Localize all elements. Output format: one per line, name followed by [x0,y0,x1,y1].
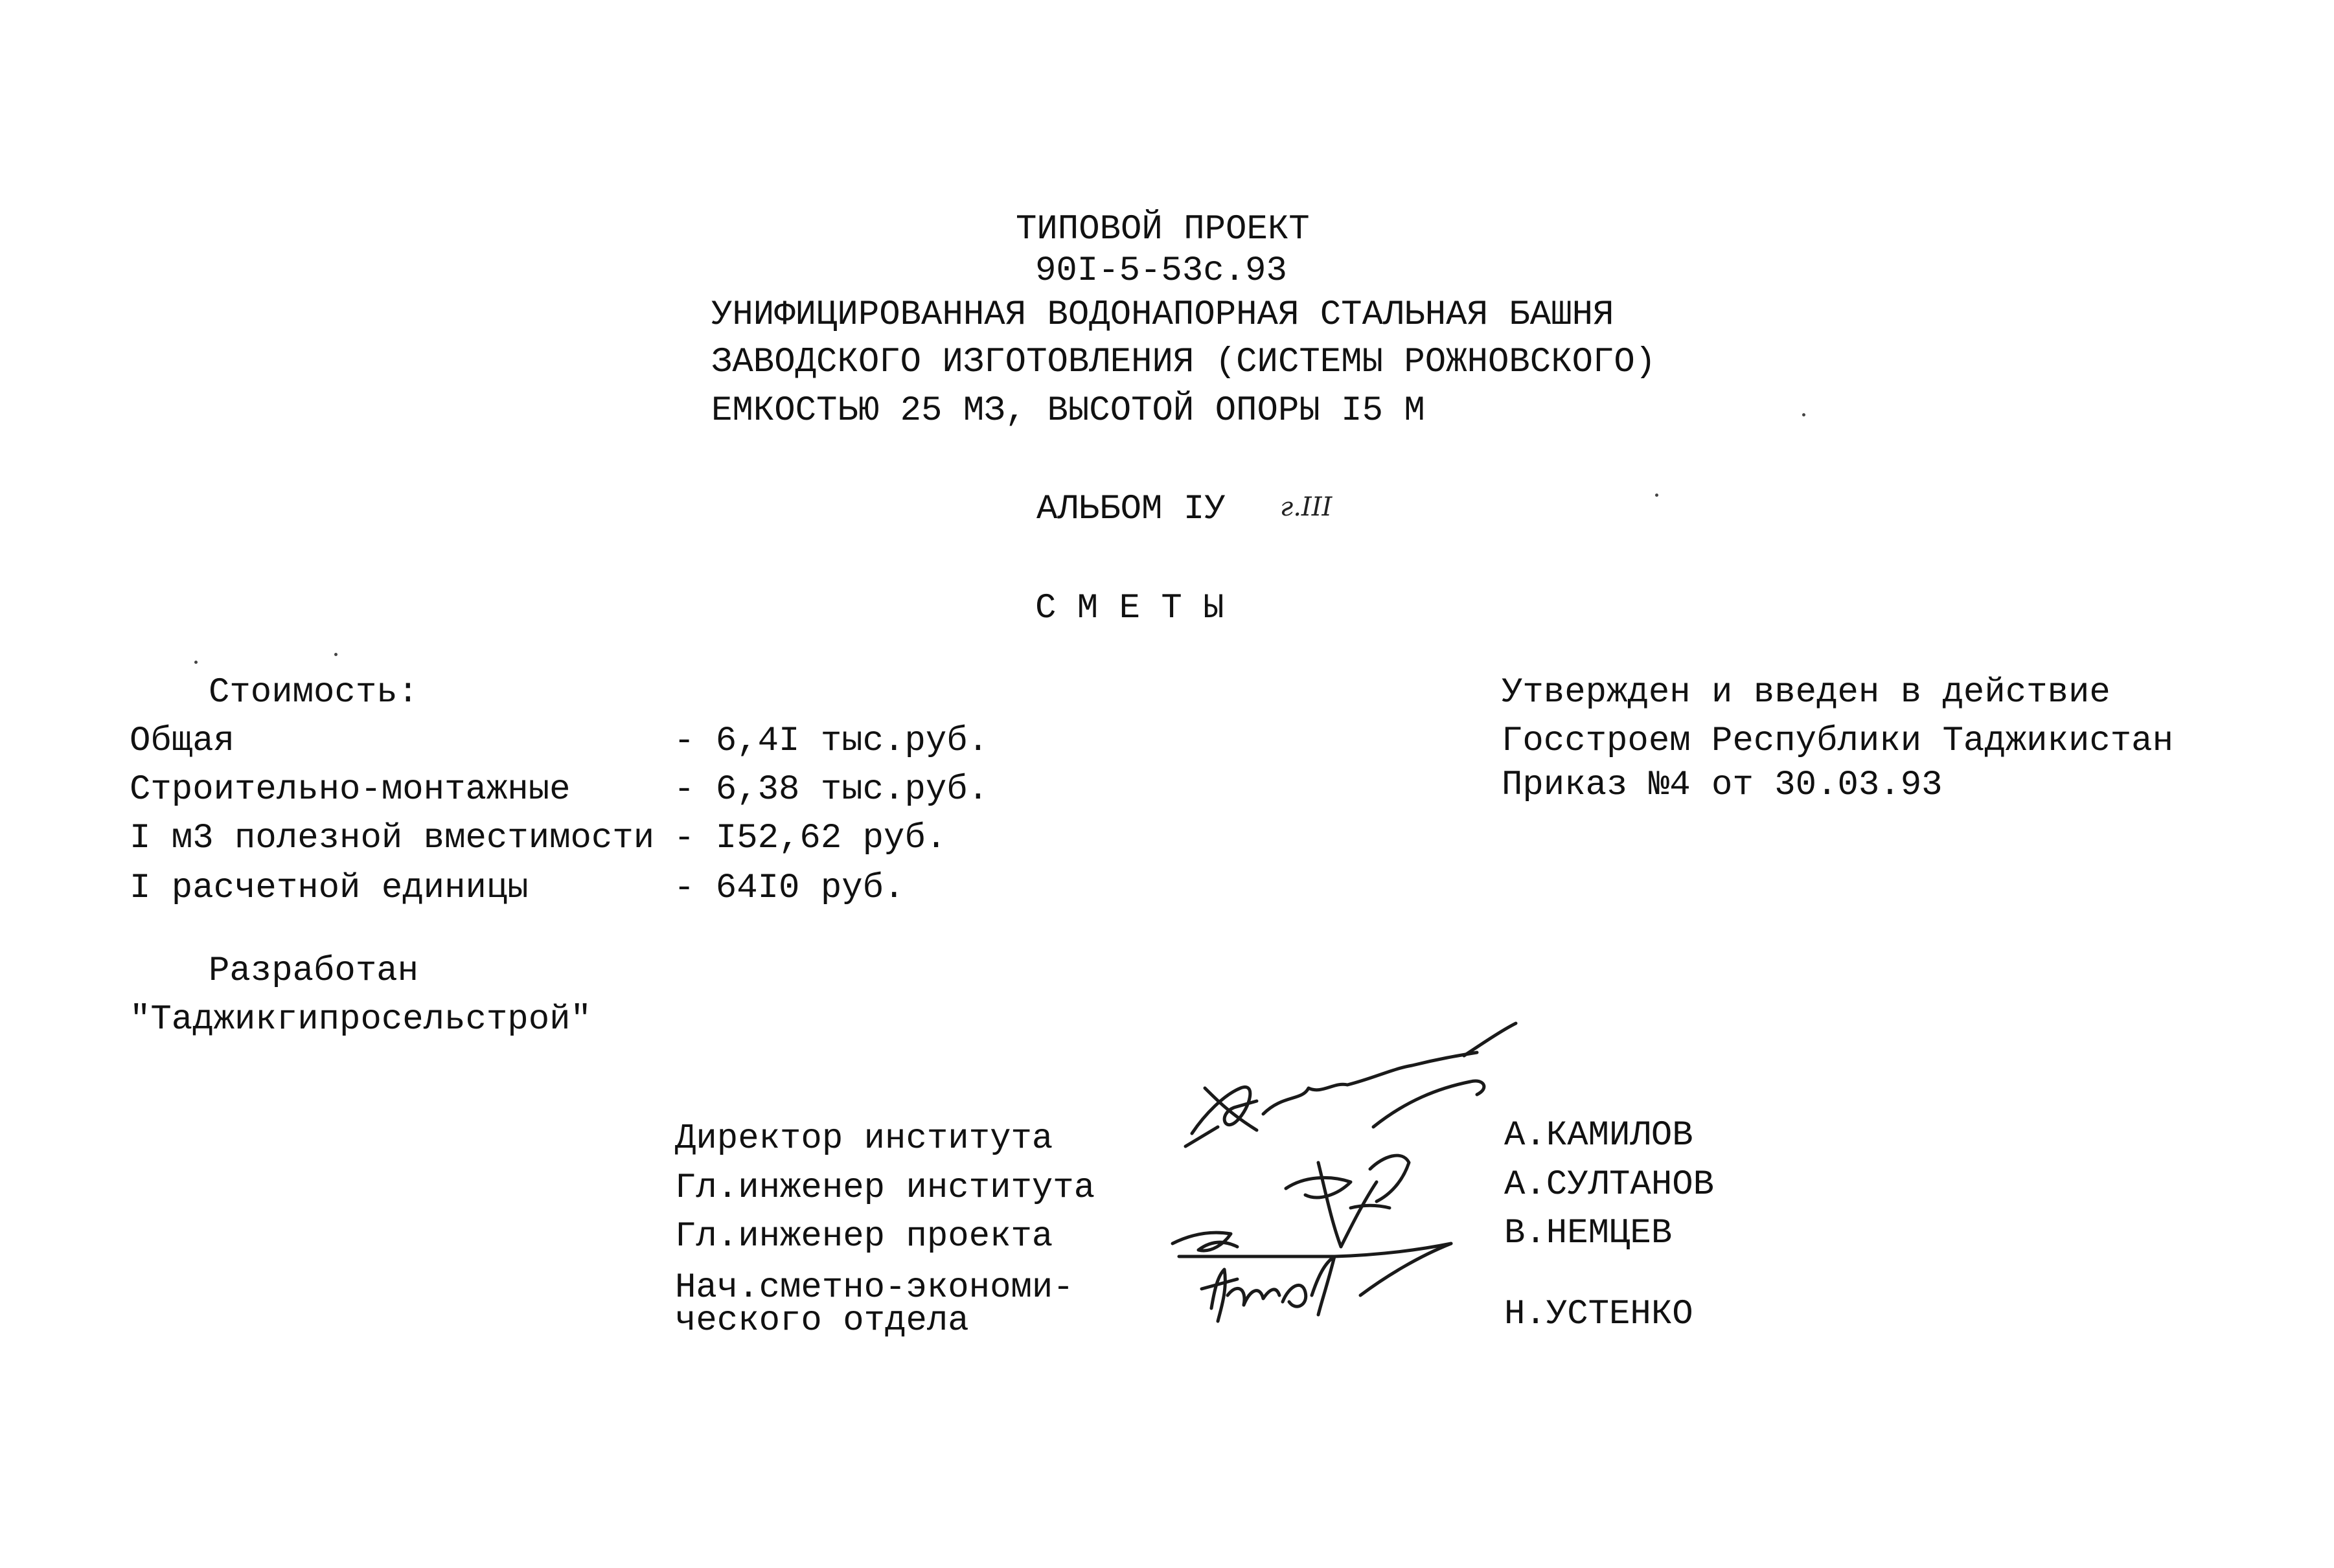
cost-value-per-unit: - 64I0 руб. [674,869,905,908]
scan-speck [334,653,338,656]
signature-estimate-head [1198,1250,1367,1334]
cost-label-total: Общая [130,722,235,761]
cost-value-per-m3: - I52,62 руб. [674,819,947,858]
signatory-position-director: Директор института [675,1119,1053,1159]
project-title-line-2: ЗАВОДСКОГО ИЗГОТОВЛЕНИЯ (СИСТЕМЫ РОЖНОВСКОГО) [711,343,1656,382]
scan-speck [194,661,198,664]
signature-director [1179,1017,1542,1159]
signatory-position-estimate-head-line-2: ческого отдела [675,1301,969,1341]
project-title-line-3: ЕМКОСТЬЮ 25 МЗ, ВЫСОТОЙ ОПОРЫ I5 М [711,391,1425,431]
album-handwritten-note: г.III [1280,492,1333,522]
cost-label-construction: Строительно-монтажные [130,770,571,810]
signatory-name-estimate-head: Н.УСТЕНКО [1504,1295,1693,1334]
cost-value-total: - 6,4I тыс.руб. [674,722,989,761]
signatory-position-estimate-head-line-1: Нач.сметно-экономи- [675,1268,1074,1308]
signatory-name-chief-engineer-institute: А.СУЛТАНОВ [1504,1165,1715,1205]
cost-label-per-m3: I м3 полезной вместимости [130,819,655,858]
album-number: АЛЬБОМ IУ [1036,490,1226,529]
cost-heading: Стоимость: [209,673,419,712]
signatory-position-chief-engineer-institute: Гл.инженер института [675,1168,1095,1208]
developer-label: Разработан [209,951,419,991]
developer-org: "Таджикгипросельстрой" [130,1000,591,1040]
signatory-position-chief-engineer-project: Гл.инженер проекта [675,1217,1053,1256]
approval-line-3: Приказ №4 от 30.03.93 [1502,766,1943,805]
signatory-name-director: А.КАМИЛОВ [1504,1116,1693,1155]
project-type-title: ТИПОВОЙ ПРОЕКТ [1016,210,1310,249]
scan-speck [1802,413,1805,416]
project-number: 90I-5-53с.93 [1035,251,1287,291]
approval-line-2: Госстроем Республики Таджикистан [1502,722,2173,761]
approval-line-1: Утвержден и введен в действие [1502,673,2111,712]
scan-speck [1655,494,1658,497]
section-title: С М Е Т Ы [1035,589,1224,628]
cost-label-per-unit: I расчетной единицы [130,869,529,908]
signatory-name-chief-engineer-project: В.НЕМЦЕВ [1504,1214,1673,1253]
project-title-line-1: УНИФИЦИРОВАННАЯ ВОДОНАПОРНАЯ СТАЛЬНАЯ БАШНЯ [711,295,1614,335]
cost-value-construction: - 6,38 тыс.руб. [674,770,989,810]
